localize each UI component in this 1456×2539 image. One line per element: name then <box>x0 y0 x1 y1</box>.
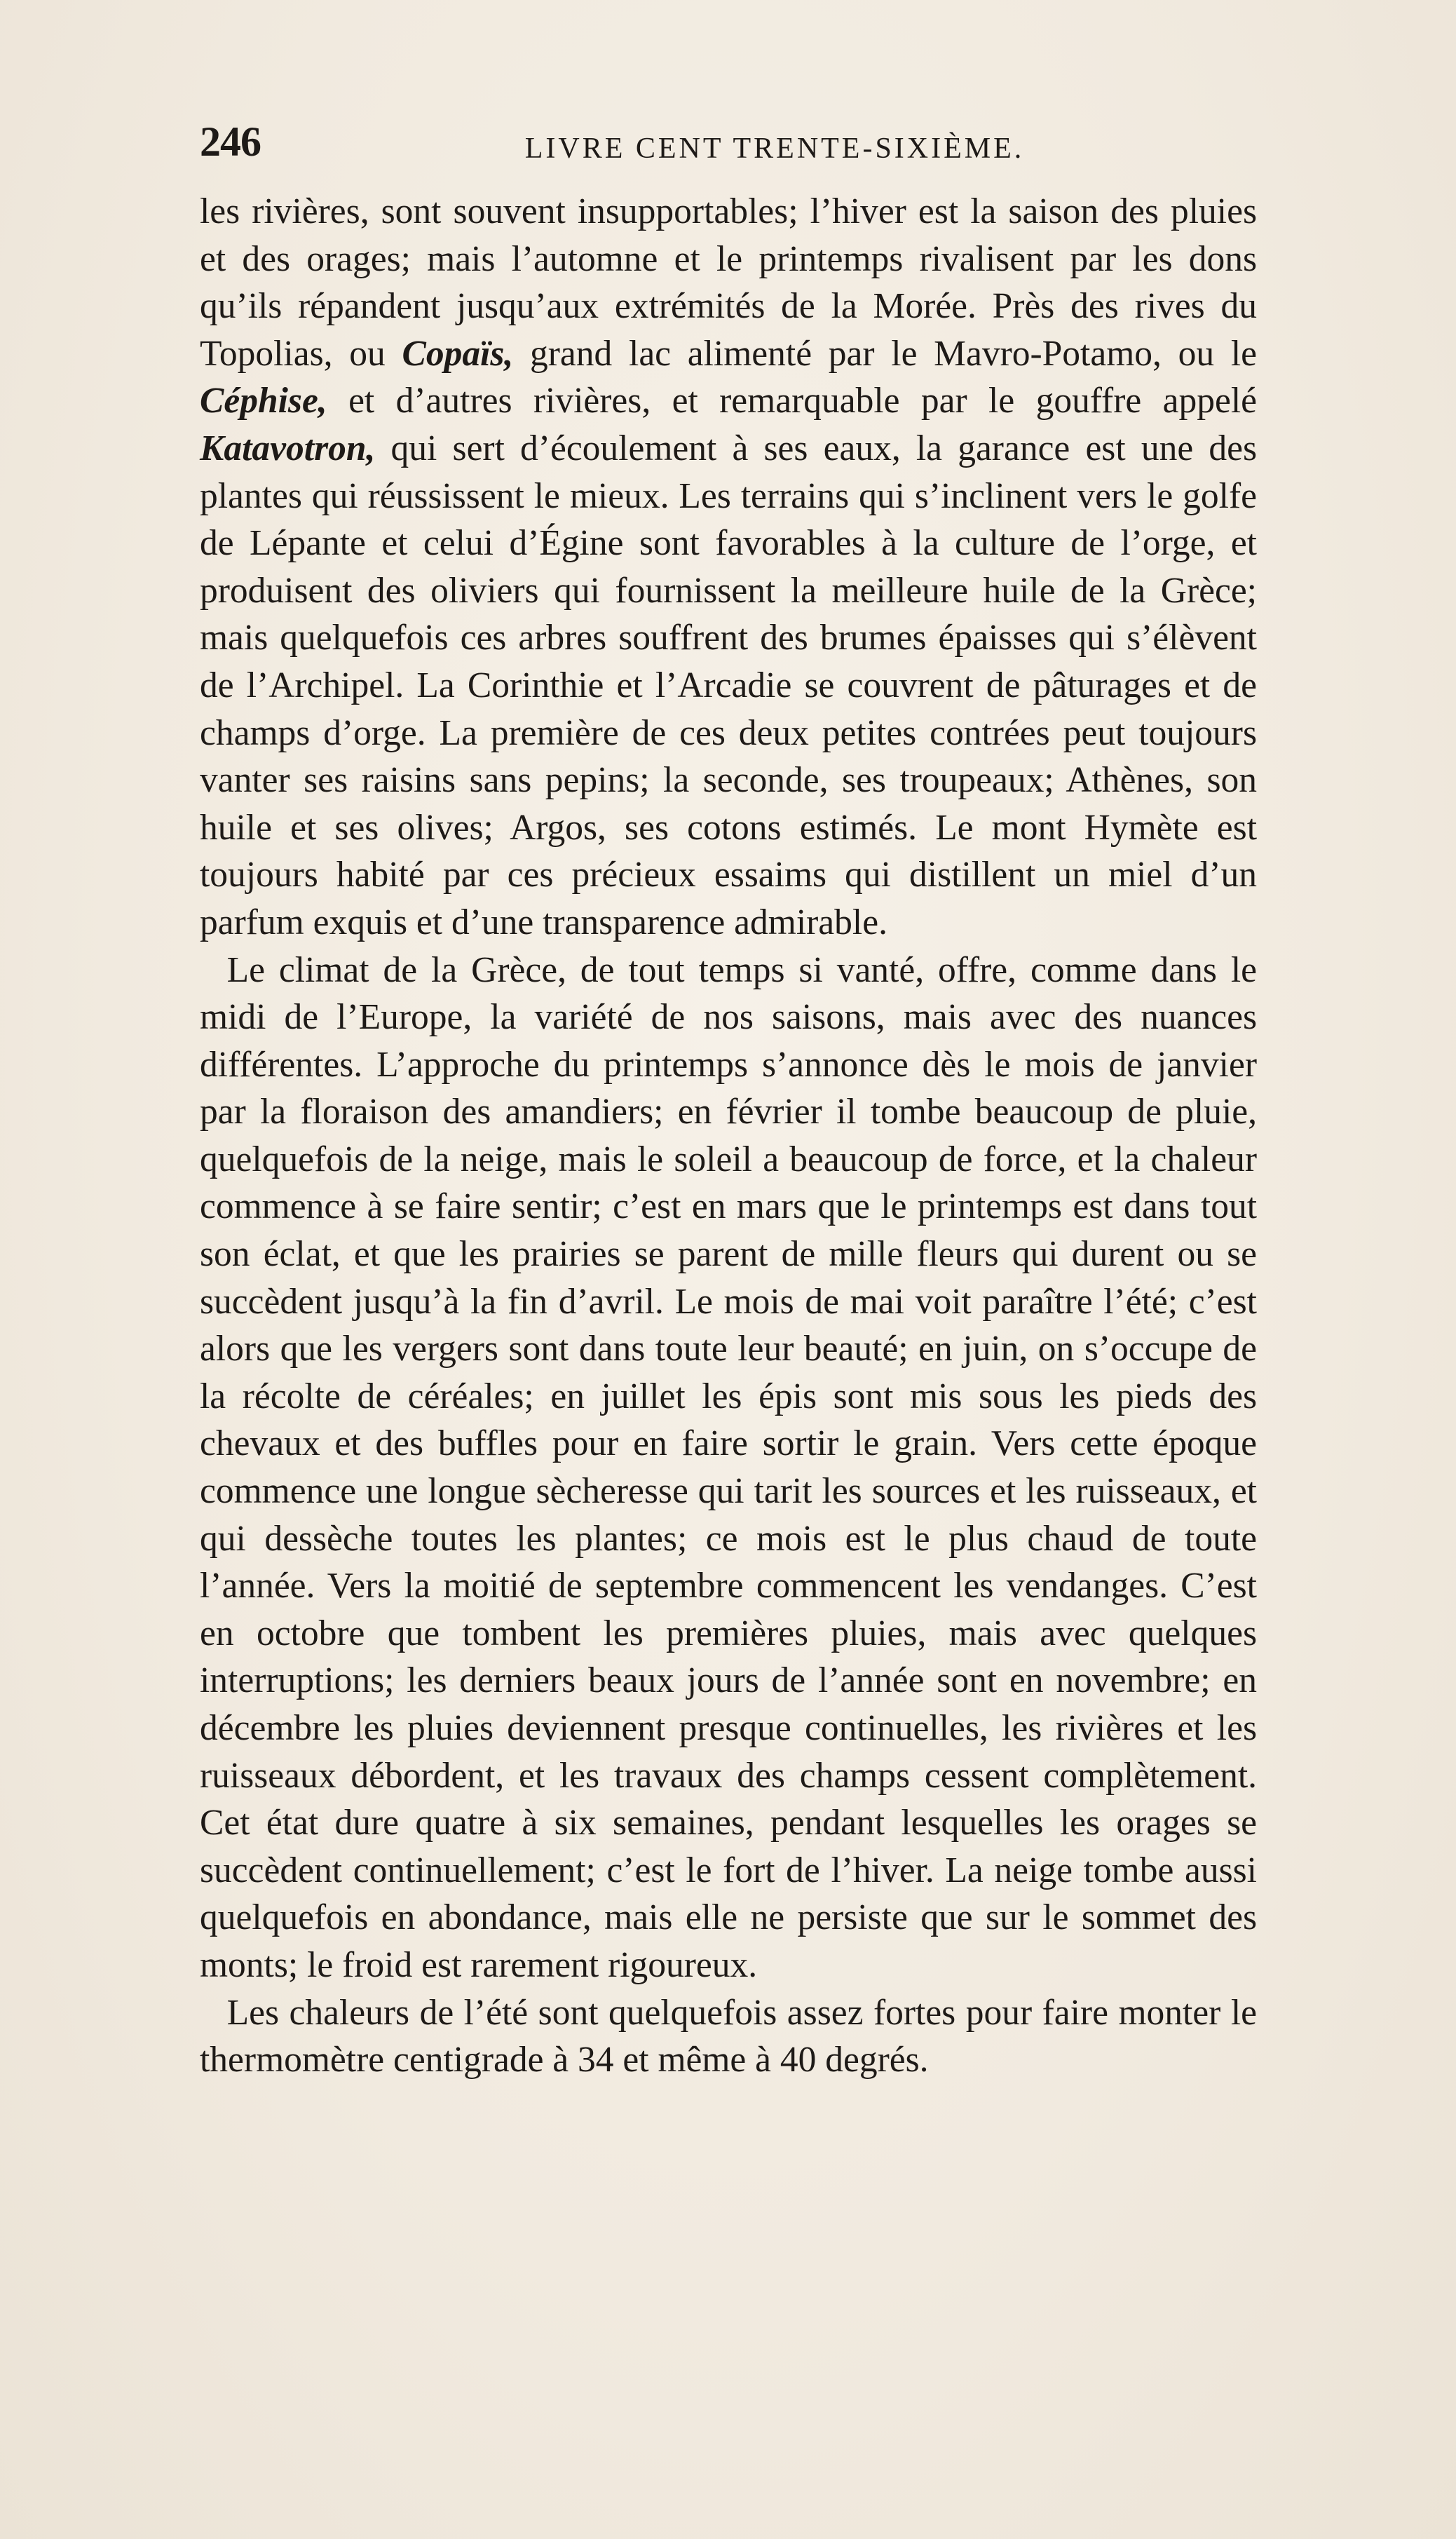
page-number: 246 <box>200 119 261 165</box>
body-text <box>200 188 1257 2084</box>
paragraph-2: Le climat de la Grèce, de tout temps si vanté, offre, comme dans le midi de l’Europe, la variété de nos saisons, mais avec des nuances différentes. L’approche du printemps s’annonce dès le mois de janvier par la floraison des amandiers; en février il tombe beaucoup de pluie, quelquefois de la neige, mais le soleil a beaucoup de force, et la chaleur commence à se faire sentir; c’est en mars que le printemps est dans tout son éclat, et que les prairies se parent de mille fleurs qui durent ou se succèdent jusqu’à la fin d’avril. Le mois de mai voit paraître l’été; c’est alors que les vergers sont dans toute leur beauté; en juin, on s’occupe de la récolte de céréales; en juillet les épis sont mis sous les pieds des chevaux et des buffles pour en faire sortir le grain. Vers cette époque commence une longue sècheresse qui tarit les sources et les ruisseaux, et qui dessèche toutes les plantes; ce mois est le plus chaud de toute l’année. Vers la moitié de septembre commencent les vendanges. C’est en octobre que tombent les premières pluies, mais avec quelques interruptions; les derniers beaux jours de l’année sont en novembre; en décembre les pluies deviennent presque continuelles, les rivières et les ruisseaux débordent, et les travaux des champs cessent complètement. Cet état dure quatre à six semaines, pendant lesquelles les orages se succèdent continuellement; c’est le fort de l’hiver. La neige tombe aussi quelquefois en abondance, mais elle ne persiste que sur le sommet des monts; le froid est rarement rigoureux. <box>200 949 1257 1985</box>
place-name-katavotron: Katavotron, <box>200 428 376 468</box>
place-name-copais: Copaïs, <box>402 333 514 374</box>
running-head: LIVRE CENT TRENTE-SIXIÈME. <box>524 133 1025 165</box>
place-name-cephise: Céphise, <box>200 381 327 421</box>
paragraph-3: Les chaleurs de l’été sont quelquefois assez fortes pour faire monter le thermomètre centigrade à 34 et même à 40 degrés. <box>200 1992 1257 2080</box>
page-header <box>200 118 1265 174</box>
paragraph-1: les rivières, sont souvent insupportables; l’hiver est la saison des pluies et des orages; mais l’automne et le printemps rivalisent par les dons qu’ils répandent jusqu’aux extrémités de la Morée. Près des rives du Topolias, ou Copaïs, grand lac alimenté par le Mavro-Potamo, ou le Céphise, et d’autres rivières, et remarquable par le gouffre appelé Katavotron, qui sert d’écoulement à ses eaux, la garance est une des plantes qui réussissent le mieux. Les terrains qui s’inclinent vers le golfe de Lépante et celui d’Égine sont favorables à la culture de l’orge, et produisent des oliviers qui fournissent la meilleure huile de la Grèce; mais quelquefois ces arbres souffrent des brumes épaisses qui s’élèvent de l’Archipel. La Corinthie et l’Arcadie se couvrent de pâturages et de champs d’orge. La première de ces deux petites contrées peut toujours vanter ses raisins sans pepins; la seconde, ses troupeaux; Athènes, son huile et ses olives; Argos, ses cotons estimés. Le mont Hymète est toujours habité par ces précieux essaims qui distillent un miel d’un parfum exquis et d’une transparence admirable. <box>200 191 1257 942</box>
